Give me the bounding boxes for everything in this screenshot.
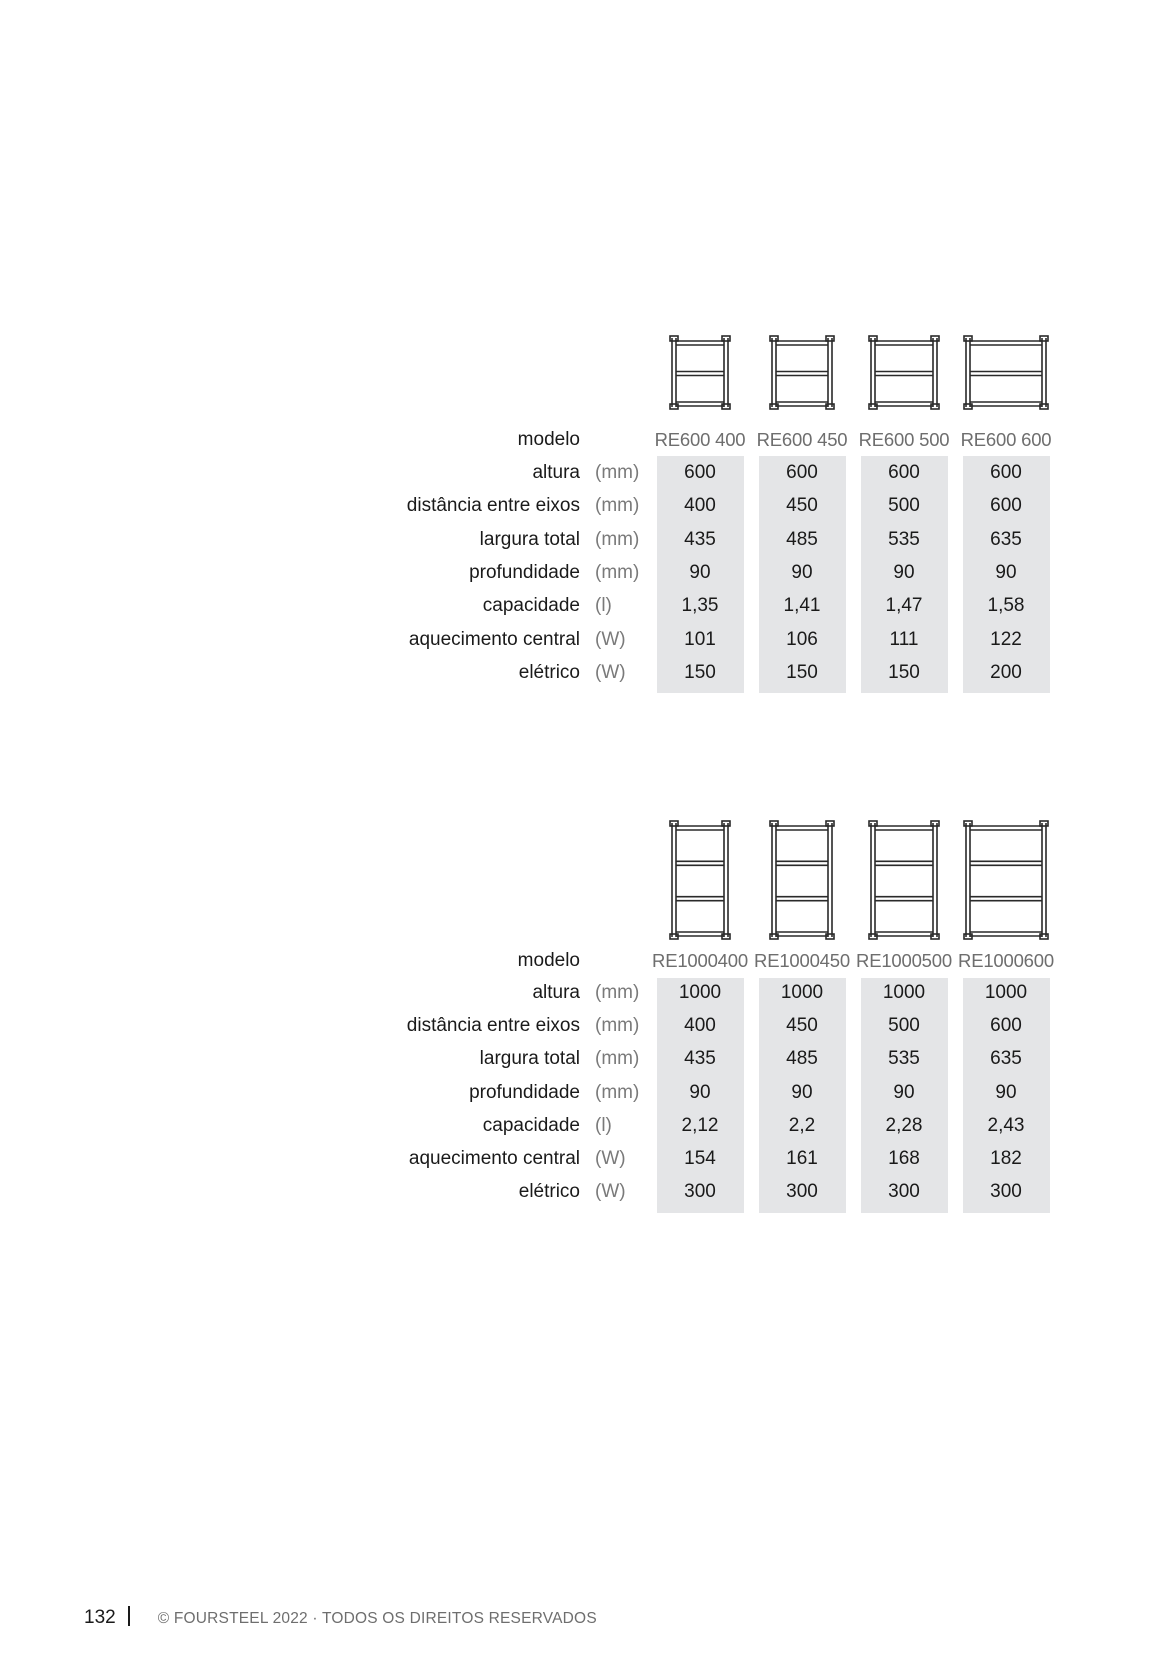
- row-label: profundidade: [469, 561, 580, 583]
- table-cell: 1000: [678, 982, 722, 1003]
- table-cell: 635: [990, 528, 1022, 550]
- table-cell: 400: [684, 1015, 716, 1037]
- table-cell: 2,43: [987, 1114, 1025, 1136]
- table-cell: 90: [893, 1081, 915, 1103]
- model-name: RE600 450: [756, 429, 848, 450]
- table-cell: 300: [786, 1181, 818, 1203]
- row-unit: (mm): [595, 528, 640, 550]
- table-cell: 168: [888, 1148, 920, 1169]
- table-cell: 1000: [780, 982, 824, 1003]
- table-cell: 2,2: [788, 1114, 816, 1136]
- row-unit: (mm): [595, 561, 640, 583]
- row-unit: (mm): [595, 1081, 640, 1103]
- row-label: aquecimento central: [408, 628, 580, 650]
- row-label: profundidade: [469, 1081, 580, 1103]
- table-cell: 90: [791, 1081, 813, 1103]
- table-cell: 600: [990, 462, 1022, 483]
- table-cell: 1,58: [987, 595, 1025, 617]
- towel-radiator-4-bar-icon: [865, 820, 943, 940]
- table-cell: 1000: [984, 982, 1028, 1003]
- model-name: RE600 600: [960, 429, 1052, 450]
- table-cell: 1,47: [885, 595, 923, 617]
- row-label: capacidade: [482, 1114, 580, 1136]
- towel-radiator-3-bar-icon: [865, 335, 943, 410]
- header-label: modelo: [517, 429, 580, 450]
- table-cell: 1,35: [681, 595, 719, 617]
- table-cell: 90: [893, 561, 915, 583]
- model-name: RE1000450: [754, 950, 850, 971]
- table-cell: 600: [990, 1015, 1022, 1037]
- row-label: capacidade: [482, 595, 580, 617]
- table-cell: 101: [684, 628, 716, 650]
- table-cell: 435: [684, 528, 716, 550]
- row-unit: (mm): [595, 1015, 640, 1037]
- table-cell: 161: [786, 1148, 818, 1169]
- model-name: RE1000500: [856, 950, 952, 971]
- radiator-icon-holder: [865, 335, 943, 415]
- table-cell: 2,12: [681, 1114, 719, 1136]
- row-unit: (mm): [595, 982, 640, 1003]
- model-name: RE600 500: [858, 429, 950, 450]
- row-unit: (l): [595, 595, 612, 617]
- table-cell: 500: [888, 495, 920, 517]
- table-cell: 485: [786, 1048, 818, 1070]
- row-label: altura: [532, 462, 580, 483]
- row-unit: (W): [595, 1181, 626, 1203]
- table-cell: 90: [995, 1081, 1017, 1103]
- copyright-text: © FOURSTEEL 2022 · TODOS OS DIREITOS RESERVADOS: [157, 1610, 597, 1627]
- table-cell: 150: [888, 661, 920, 683]
- table-cell: 535: [888, 528, 920, 550]
- table-cell: 600: [786, 462, 818, 483]
- table-cell: 535: [888, 1048, 920, 1070]
- towel-radiator-4-bar-icon: [666, 820, 734, 940]
- table-cell: 182: [990, 1148, 1022, 1169]
- model-name: RE1000400: [652, 950, 748, 971]
- row-label: elétrico: [518, 1181, 580, 1203]
- table-cell: 435: [684, 1048, 716, 1070]
- table-cell: 90: [689, 1081, 711, 1103]
- row-unit: (l): [595, 1114, 612, 1136]
- towel-radiator-3-bar-icon: [960, 335, 1052, 410]
- row-label: distância entre eixos: [406, 1015, 580, 1037]
- table-cell: 2,28: [885, 1114, 923, 1136]
- row-label: distância entre eixos: [406, 495, 580, 517]
- model-name: RE1000600: [958, 950, 1054, 971]
- towel-radiator-4-bar-icon: [960, 820, 1052, 940]
- table-cell: 90: [791, 561, 813, 583]
- radiator-icon-holder: [766, 820, 838, 945]
- table-cell: 106: [786, 628, 818, 650]
- row-unit: (mm): [595, 462, 640, 483]
- row-label: largura total: [479, 1048, 580, 1070]
- radiator-icon-holder: [766, 335, 838, 415]
- table-cell: 400: [684, 495, 716, 517]
- table-cell: 450: [786, 1015, 818, 1037]
- table-cell: 600: [684, 462, 716, 483]
- towel-radiator-3-bar-icon: [766, 335, 838, 410]
- table-cell: 1,41: [783, 595, 821, 617]
- table-cell: 154: [684, 1148, 716, 1169]
- table-cell: 200: [990, 661, 1022, 683]
- row-unit: (W): [595, 661, 626, 683]
- table-cell: 1000: [882, 982, 926, 1003]
- table-cell: 300: [990, 1181, 1022, 1203]
- table-cell: 450: [786, 495, 818, 517]
- footer-divider: [128, 1606, 130, 1626]
- table-cell: 90: [995, 561, 1017, 583]
- radiator-icon-holder: [960, 820, 1052, 945]
- row-unit: (mm): [595, 1048, 640, 1070]
- table-cell: 150: [786, 661, 818, 683]
- row-unit: (W): [595, 628, 626, 650]
- row-label: elétrico: [518, 661, 580, 683]
- radiator-icon-holder: [666, 820, 734, 945]
- table-cell: 111: [889, 628, 919, 650]
- radiator-icon-holder: [960, 335, 1052, 415]
- header-label: modelo: [517, 950, 580, 971]
- table-cell: 600: [990, 495, 1022, 517]
- table-cell: 90: [689, 561, 711, 583]
- table-cell: 300: [684, 1181, 716, 1203]
- towel-radiator-3-bar-icon: [666, 335, 734, 410]
- table-cell: 485: [786, 528, 818, 550]
- row-label: aquecimento central: [408, 1148, 580, 1169]
- row-label: largura total: [479, 528, 580, 550]
- page-number: 132: [84, 1607, 116, 1628]
- table-cell: 500: [888, 1015, 920, 1037]
- page-footer: [84, 1606, 597, 1629]
- table-cell: 635: [990, 1048, 1022, 1070]
- row-unit: (mm): [595, 495, 640, 517]
- table-cell: 122: [990, 628, 1022, 650]
- model-name: RE600 400: [654, 429, 746, 450]
- towel-radiator-4-bar-icon: [766, 820, 838, 940]
- table-cell: 600: [888, 462, 920, 483]
- radiator-icon-holder: [666, 335, 734, 415]
- table-cell: 300: [888, 1181, 920, 1203]
- row-unit: (W): [595, 1148, 626, 1169]
- row-label: altura: [532, 982, 580, 1003]
- radiator-icon-holder: [865, 820, 943, 945]
- table-cell: 150: [684, 661, 716, 683]
